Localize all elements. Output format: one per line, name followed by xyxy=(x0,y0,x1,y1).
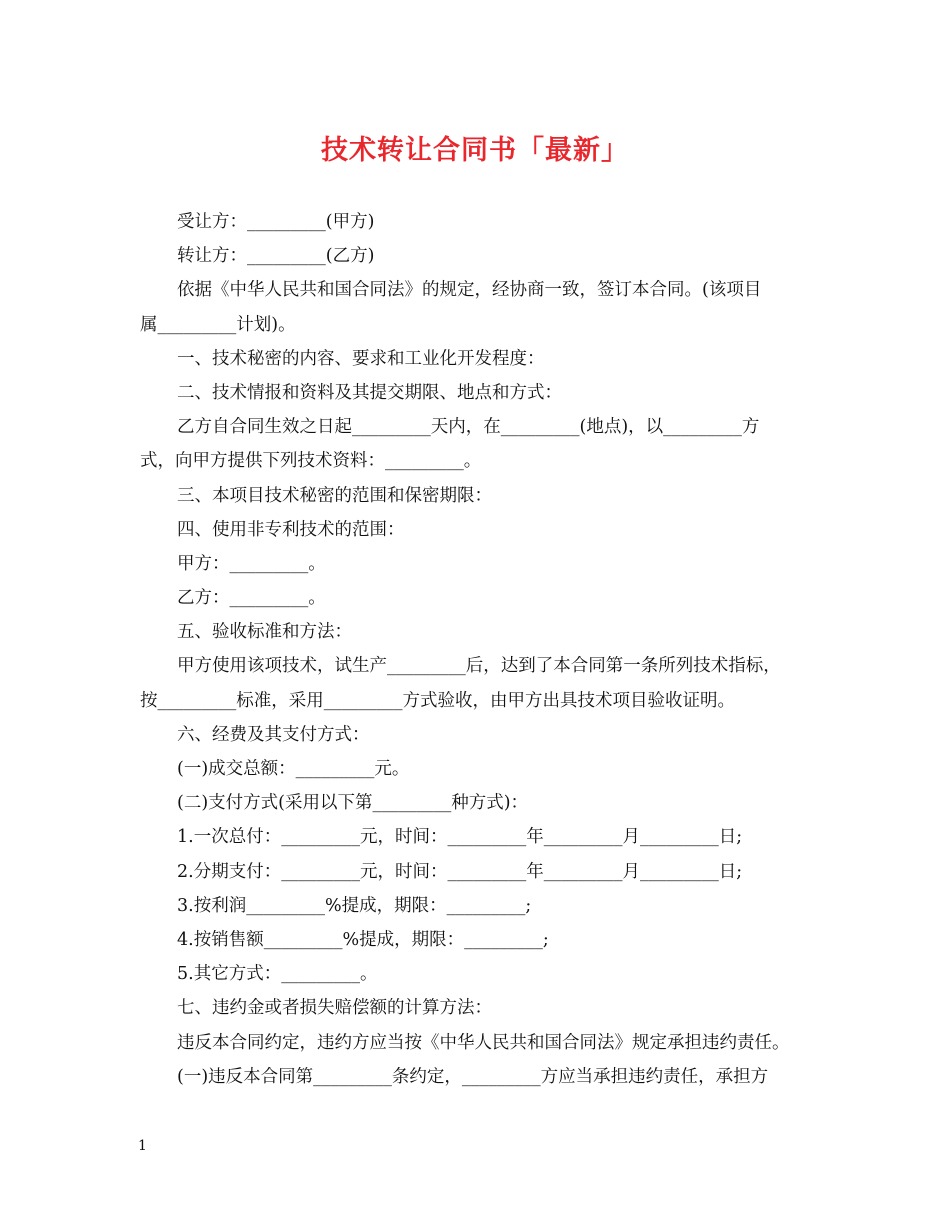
payment-option-2: 2.分期支付：_________元，时间：_________年_________月_________日; xyxy=(177,861,743,882)
section-2-text-1: 乙方自合同生效之日起_________天内，在_________(地点)，以_________方 xyxy=(177,417,760,438)
party-b-line: 转让方：_________(乙方) xyxy=(177,246,375,267)
document-title: 技术转让合同书「最新」 xyxy=(321,135,629,166)
preamble-line-1: 依据《中华人民共和国合同法》的规定，经协商一致，签订本合同。(该项目 xyxy=(177,280,762,301)
section-7-heading: 七、违约金或者损失赔偿额的计算方法： xyxy=(177,998,492,1019)
section-7-text-1: 违反本合同约定，违约方应当按《中华人民共和国合同法》规定承担违约责任。 xyxy=(177,1032,790,1053)
party-a-line: 受让方：_________(甲方) xyxy=(177,212,375,232)
section-2-heading: 二、技术情报和资料及其提交期限、地点和方式： xyxy=(177,382,562,403)
payment-option-3: 3.按利润_________%提成，期限：_________; xyxy=(177,895,532,916)
section-4-party-b: 乙方：_________。 xyxy=(177,588,326,609)
section-5-text-1: 甲方使用该项技术，试生产_________后，达到了本合同第一条所列技术指标， xyxy=(177,656,781,677)
section-5-heading: 五、验收标准和方法： xyxy=(177,622,352,643)
section-4-heading: 四、使用非专利技术的范围： xyxy=(177,519,405,540)
section-5-text-2: 按_________标准，采用_________方式验收，由甲方出具技术项目验收证明。 xyxy=(140,690,735,711)
page-number: 1 xyxy=(138,1138,147,1154)
section-6-heading: 六、经费及其支付方式： xyxy=(177,724,370,745)
payment-option-4: 4.按销售额_________%提成，期限：_________; xyxy=(177,929,549,950)
section-2-text-2: 式，向甲方提供下列技术资料：_________。 xyxy=(140,451,482,472)
preamble-line-2: 属_________计划)。 xyxy=(140,314,296,335)
payment-option-1: 1.一次总付：_________元，时间：_________年_________月_________日; xyxy=(177,827,743,848)
section-3-heading: 三、本项目技术秘密的范围和保密期限： xyxy=(177,485,492,506)
document-body xyxy=(140,205,820,1094)
section-6-payment-method: (二)支付方式(采用以下第_________种方式)： xyxy=(177,793,529,814)
section-7-text-2: (一)违反本合同第_________条约定，_________方应当承担违约责任，承担方 xyxy=(177,1066,769,1087)
section-1-heading: 一、技术秘密的内容、要求和工业化开发程度： xyxy=(177,348,545,369)
payment-option-5: 5.其它方式：_________。 xyxy=(177,964,378,985)
section-6-total: (一)成交总额：_________元。 xyxy=(177,759,410,779)
section-4-party-a: 甲方：_________。 xyxy=(177,553,326,574)
